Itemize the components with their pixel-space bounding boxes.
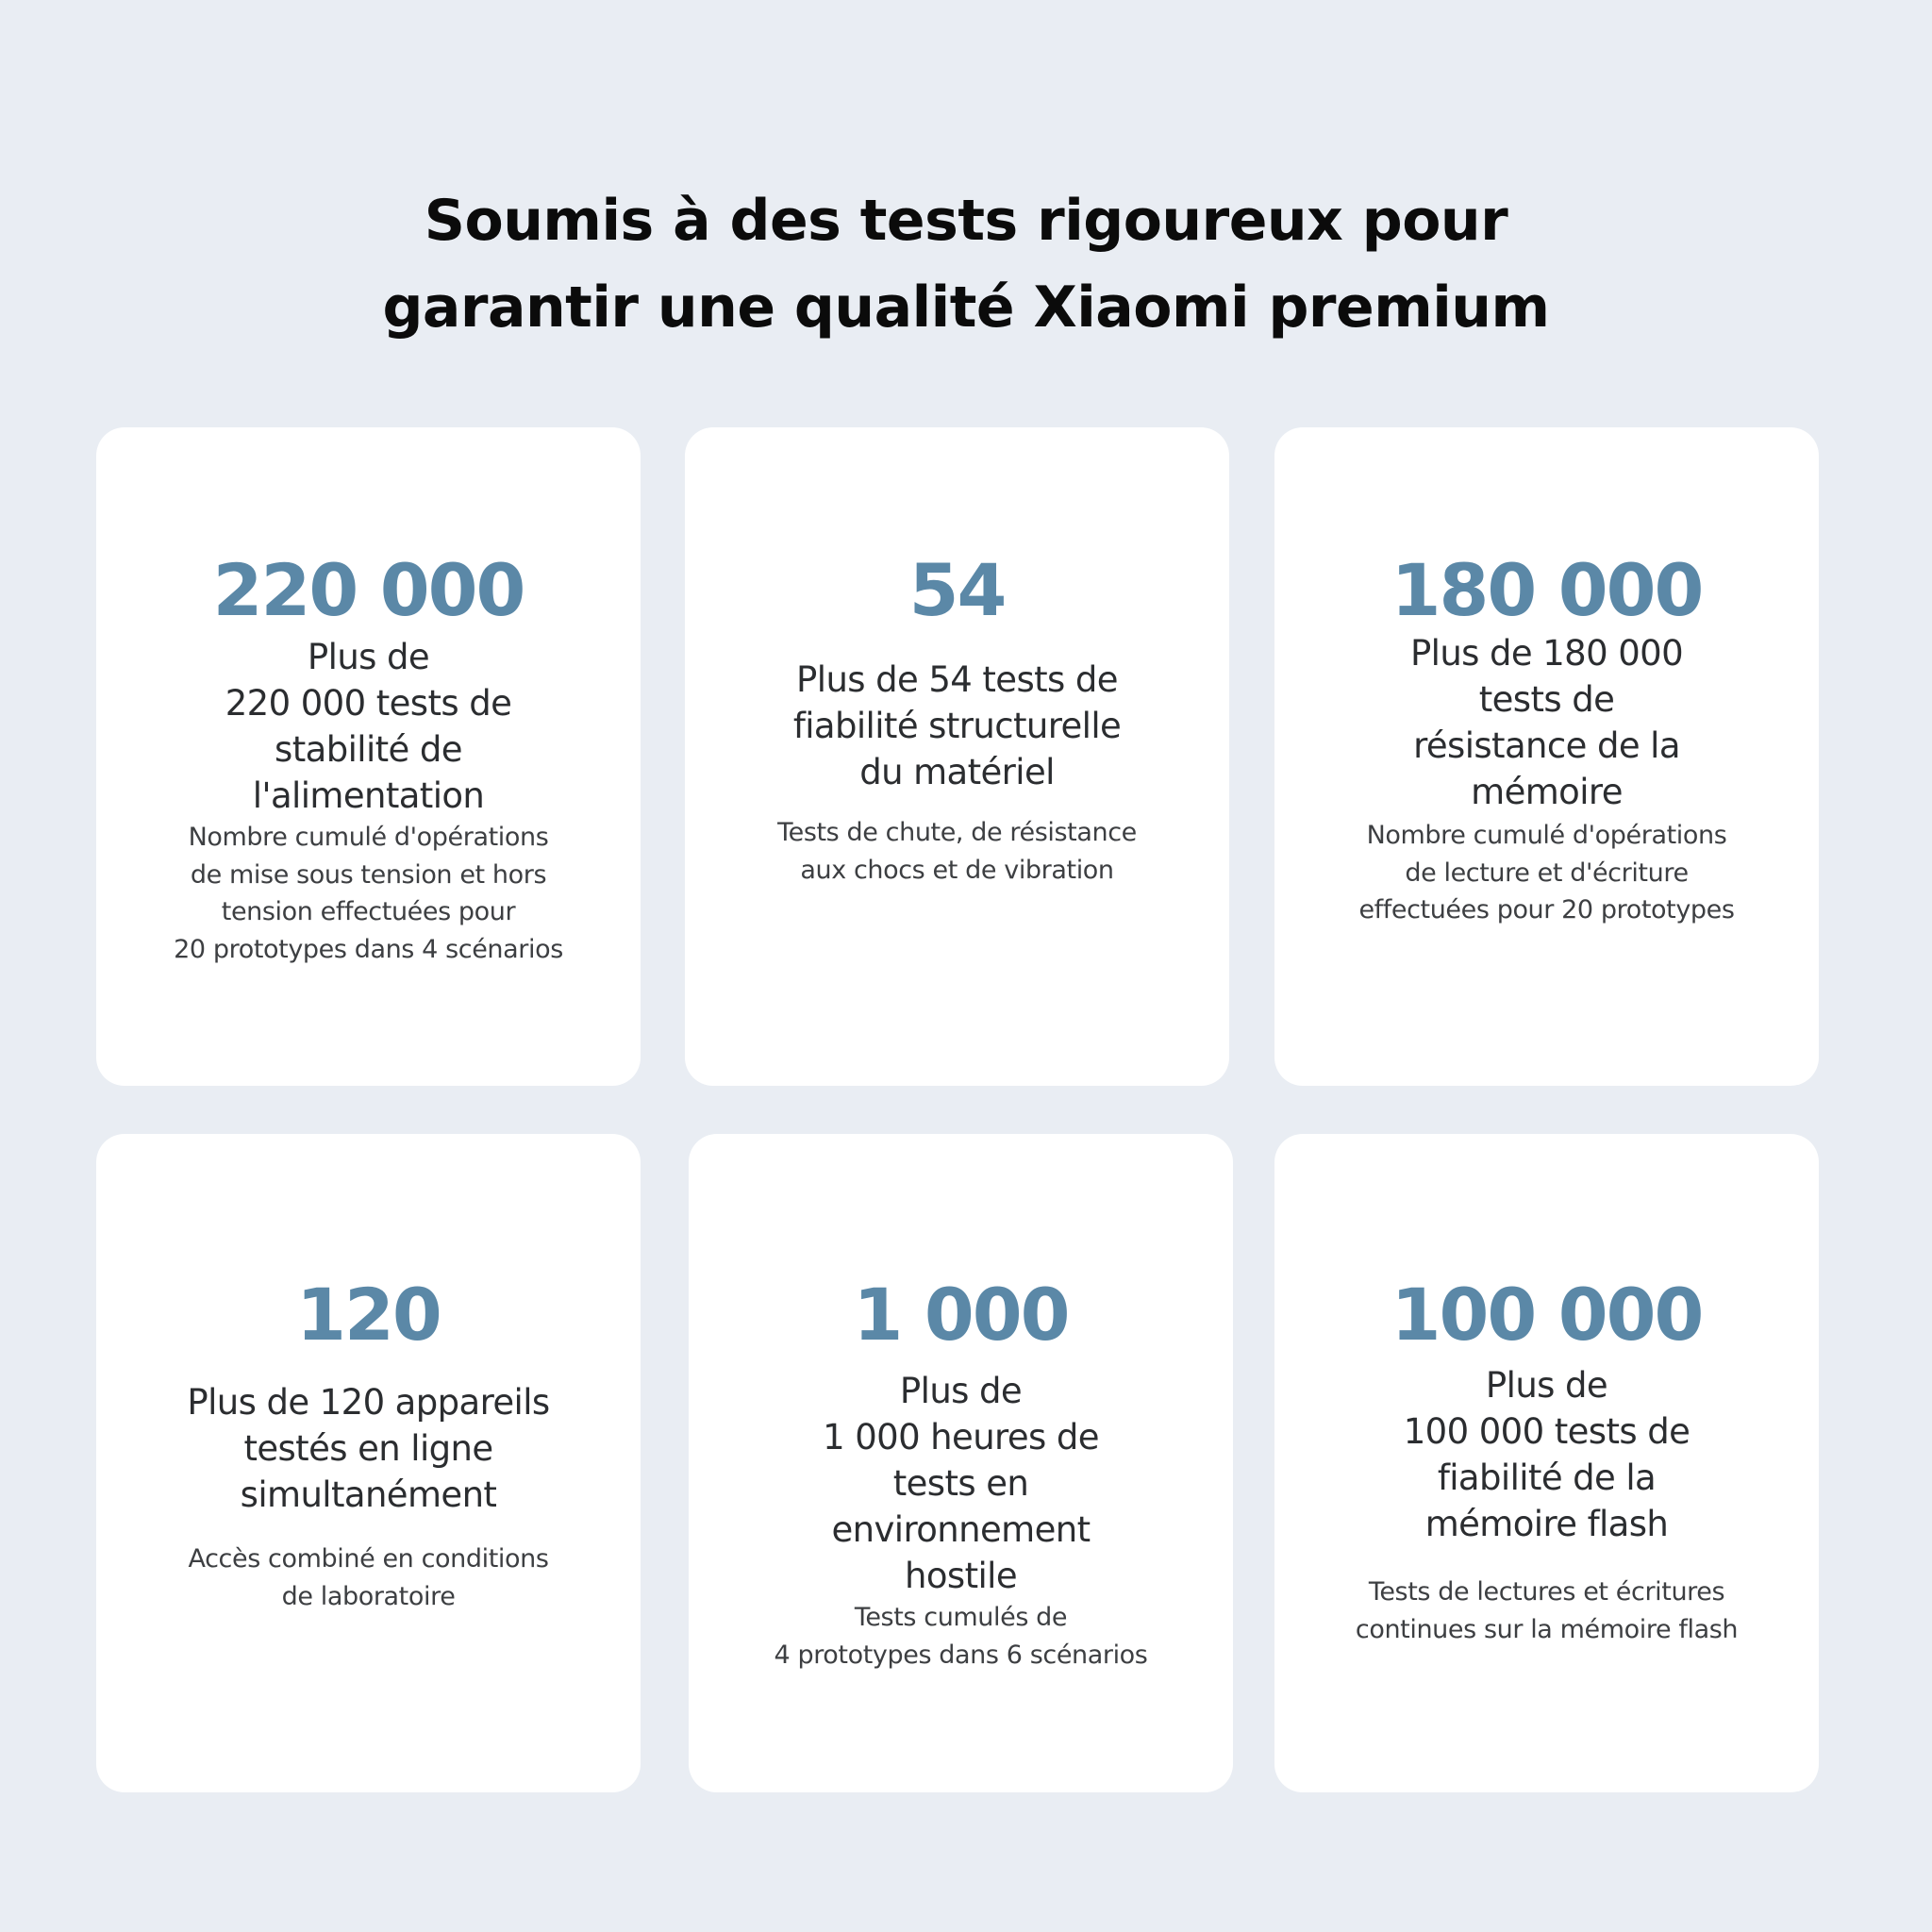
stat-desc-line: 4 prototypes dans 6 scénarios	[774, 1640, 1148, 1670]
stat-desc-line: effectuées pour 20 prototypes	[1358, 895, 1735, 924]
stat-title-line: tests de	[1478, 679, 1615, 720]
stat-desc-line: Nombre cumulé d'opérations	[1366, 821, 1727, 850]
stat-card-memory-endurance	[1274, 427, 1819, 1086]
stat-title-line: mémoire	[1471, 772, 1623, 812]
stat-title-line: testés en ligne	[243, 1428, 493, 1469]
stat-title-line: 1 000 heures de	[823, 1417, 1099, 1457]
stat-title-line: résistance de la	[1413, 725, 1680, 766]
stat-title-line: Plus de	[307, 637, 430, 677]
stat-title	[823, 1368, 1099, 1599]
stat-desc-line: Tests de lectures et écritures	[1368, 1577, 1725, 1607]
stat-desc-line: aux chocs et de vibration	[800, 855, 1114, 885]
stat-card-simultaneous-devices	[96, 1134, 641, 1792]
stat-description	[1358, 817, 1734, 929]
stat-card-hostile-environment	[689, 1134, 1233, 1792]
stat-title-line: fiabilité structurelle	[792, 706, 1122, 746]
stat-desc-line: de laboratoire	[281, 1581, 456, 1611]
stat-title-line: environnement	[831, 1509, 1091, 1550]
stat-title-line: 100 000 tests de	[1403, 1411, 1690, 1452]
stat-description	[1356, 1574, 1738, 1648]
stat-title	[793, 657, 1121, 795]
stat-title-line: Plus de 180 000	[1409, 633, 1684, 674]
stat-value: 220 000	[212, 548, 525, 632]
stat-title-line: l'alimentation	[252, 775, 485, 816]
stat-card-power-stability	[96, 427, 641, 1086]
stat-description	[174, 819, 563, 968]
stat-title-line: Plus de 120 appareils	[187, 1382, 550, 1423]
stat-desc-line: de mise sous tension et hors	[190, 859, 547, 890]
stat-title-line: tests en	[892, 1463, 1029, 1504]
stat-value: 54	[908, 548, 1006, 632]
stat-title-line: du matériel	[859, 752, 1055, 792]
stat-desc-line: 20 prototypes dans 4 scénarios	[174, 934, 563, 964]
stat-value: 100 000	[1391, 1273, 1703, 1357]
stat-title-line: 220 000 tests de	[225, 683, 512, 724]
stat-desc-line: Tests de chute, de résistance	[777, 818, 1137, 847]
stat-title-line: hostile	[905, 1556, 1017, 1596]
stat-desc-line: Accès combiné en conditions	[188, 1544, 549, 1574]
stat-title	[225, 634, 512, 819]
stat-value: 1 000	[853, 1273, 1069, 1357]
stat-desc-line: tension effectuées pour	[221, 897, 516, 926]
stat-title	[187, 1379, 549, 1518]
page-title-line: garantir une qualité Xiaomi premium	[382, 275, 1550, 341]
stat-title-line: simultanément	[240, 1474, 497, 1515]
page-title-line: Soumis à des tests rigoureux pour	[424, 188, 1508, 255]
stat-desc-line: Tests cumulés de	[854, 1603, 1068, 1632]
stat-desc-line: continues sur la mémoire flash	[1355, 1614, 1739, 1644]
page-title	[0, 177, 1932, 351]
stat-desc-line: Nombre cumulé d'opérations	[188, 823, 549, 852]
stat-title-line: stabilité de	[275, 729, 462, 770]
stat-title-line: mémoire flash	[1424, 1504, 1669, 1544]
stat-description	[777, 814, 1137, 889]
stat-card-flash-reliability	[1274, 1134, 1819, 1792]
stat-title-line: Plus de	[1485, 1365, 1608, 1406]
stat-description	[774, 1599, 1148, 1674]
stat-title-line: fiabilité de la	[1437, 1457, 1657, 1498]
stat-title-line: Plus de	[899, 1371, 1023, 1411]
stat-desc-line: de lecture et d'écriture	[1405, 858, 1689, 888]
stat-title	[1404, 1362, 1690, 1547]
stat-value: 120	[296, 1273, 441, 1357]
stat-card-structural-reliability	[685, 427, 1229, 1086]
stat-value: 180 000	[1391, 548, 1703, 632]
stat-title	[1410, 630, 1683, 815]
stat-description	[189, 1541, 549, 1615]
stat-title-line: Plus de 54 tests de	[796, 659, 1118, 700]
